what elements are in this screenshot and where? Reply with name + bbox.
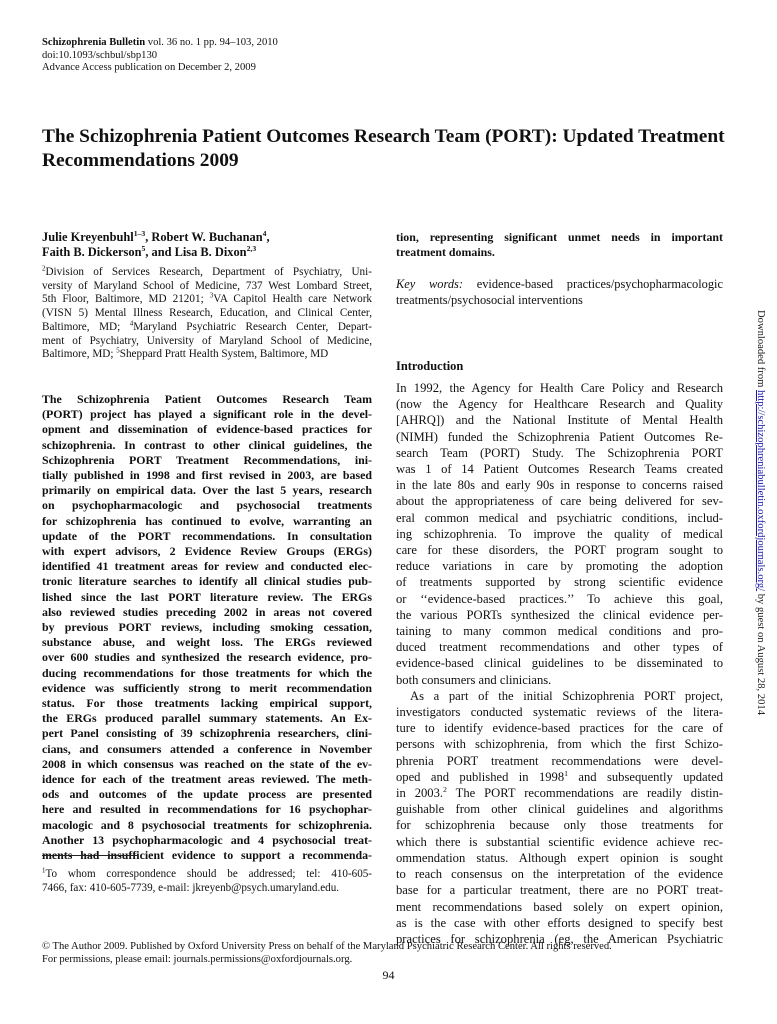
- footnote-line: $^1$To whom correspondence should be addressed; tel: 410-605-: [42, 867, 372, 880]
- text-line: evidence-based clinical guidelines to be disseminated to: [396, 656, 723, 671]
- paragraph: [396, 688, 723, 769]
- text-line: which there is substantial scientific evidence achieve rec-: [396, 834, 723, 849]
- journal-citation: [42, 37, 278, 50]
- affil-line: Baltimore, MD; $^5$Sheppard Pratt Health System, Baltimore, MD: [42, 346, 329, 361]
- text-line: cians, and consumers attended a conference in November: [42, 741, 372, 756]
- copyright-notice: [42, 941, 612, 966]
- text-line: care for these disorders, the PORT program sought to: [396, 543, 723, 558]
- text-line: taining to many common medical conditions and pro-: [396, 624, 723, 639]
- abstract: [42, 392, 372, 863]
- text-line: reduce variations in care by promoting the adoption: [396, 559, 723, 574]
- title-line: The Schizophrenia Patient Outcomes Research Team (PORT): Updated Treatment: [42, 126, 725, 147]
- text-line: In 1992, the Agency for Health Care Policy and Research: [396, 381, 723, 395]
- author: Faith B. Dickerson: [42, 245, 142, 259]
- keywords-label: Key words:: [396, 277, 463, 291]
- text-line: the various PORTs synthesized the clinical evidence per-: [396, 607, 723, 622]
- footnote-divider: [42, 855, 137, 856]
- text-line: (now the Agency for Healthcare Research and Quality: [396, 397, 723, 412]
- text-line: schizophrenia. In contrast to other clinical guidelines, the: [42, 437, 372, 452]
- journal-link[interactable]: http://schizophreniabulletin.oxfordjournals.org/: [755, 390, 766, 592]
- author-list: [42, 230, 372, 260]
- author: , Robert W. Buchanan: [145, 230, 263, 244]
- text-line: opment and dissemination of evidence-based practices for: [42, 422, 372, 437]
- author: , and Lisa B. Dixon: [145, 245, 247, 259]
- doi: doi:10.1093/schbul/sbp130: [42, 49, 158, 61]
- text-line: for schizophrenia has continued to evolve, warranting an: [42, 513, 372, 528]
- author-sup: 2,3: [246, 243, 257, 253]
- text-line: duced treatment recommendations and other types of: [396, 640, 723, 655]
- text-line: with expert advisors, 2 Evidence Review Groups (ERGs): [42, 544, 372, 559]
- paragraph: [396, 801, 723, 947]
- copyright-line: © The Author 2009. Published by Oxford University Press on behalf of the Maryland Psychiatric Research Center. All rights reserved.: [42, 941, 612, 952]
- text-line: ducing recommendations for those treatments for which the: [42, 665, 372, 680]
- journal-name: Schizophrenia Bulletin: [42, 37, 146, 48]
- text-line: persons with schizophrenia, from which the first Schizo-: [396, 737, 723, 752]
- permissions-line: For permissions, please email: journals.permissions@oxfordjournals.org.: [42, 953, 353, 965]
- text-line: search Team (PORT) Study. The Schizophrenia PORT: [396, 445, 723, 460]
- paragraph: [396, 380, 723, 688]
- text-line: evidence was sufficiently strong to merit recommendation: [42, 680, 372, 695]
- author-sup: 4: [262, 228, 267, 238]
- text-line: ommendation status. Although expert opinion is sought: [396, 850, 723, 865]
- text-line: practices for schizophrenia (eg, the American Psychiatric: [396, 931, 723, 946]
- text-line: As a part of the initial Schizophrenia PORT project,: [410, 688, 723, 703]
- author-sep: ,: [266, 230, 270, 244]
- text-line: Another 13 psychopharmacologic and 4 psychosocial treat-: [42, 832, 372, 847]
- text-line: primarily on empirical data. Over the last 5 years, research: [42, 483, 372, 498]
- text-line: phrenia PORT treatment recommendations were devel-: [396, 753, 723, 768]
- text-line: The Schizophrenia Patient Outcomes Research Team: [42, 392, 372, 406]
- citation-ref: 2: [443, 784, 447, 794]
- text-line: idence for each of the treatment areas reviewed. The meth-: [42, 772, 372, 787]
- text-line: here and resulted in recommendations for 16 psychophar-: [42, 802, 372, 817]
- text-line: of treatments supported by strong scientific evidence: [396, 575, 723, 590]
- text-line: tion, representing significant unmet needs in important: [396, 230, 723, 244]
- text-line: on psychopharmacologic and psychosocial treatments: [42, 498, 372, 513]
- section-heading: Introduction: [396, 359, 464, 373]
- introduction-body: [396, 380, 723, 947]
- text-line: oped and published in 1998$^1$ and subsequently updated: [396, 768, 723, 784]
- text-line: investigators conducted systematic reviews of the litera-: [396, 705, 723, 720]
- text-line: [AHRQ]) and the National Institute of Mental Health: [396, 413, 723, 428]
- journal-header: [42, 37, 278, 75]
- text-line: about the appropriateness of care being delivered for sev-: [396, 494, 723, 509]
- text-line: for schizophrenia because only those treatments for: [396, 818, 723, 833]
- advance-access: Advance Access publication on December 2, 2009: [42, 62, 256, 74]
- text-line: ing schizophrenia. To improve the quality of medical: [396, 526, 723, 541]
- affil-line: ment of Psychiatry, University of Maryland School of Medicine,: [42, 334, 372, 347]
- footnote-line: 7466, fax: 410-605-7739, e-mail: jkreyenb@psych.umaryland.edu.: [42, 882, 340, 894]
- author-sup: 1–3: [133, 228, 146, 238]
- text-line: (NIMH) funded the Schizophrenia Patient Outcomes Re-: [396, 429, 723, 444]
- text-line: update of the PORT recommendations. In consultation: [42, 528, 372, 543]
- text-line: was 1 of 14 Patient Outcomes Research Teams created: [396, 462, 723, 477]
- affil-line: versity of Maryland School of Medicine, 737 West Lombard Street,: [42, 279, 372, 292]
- page-number: 94: [382, 968, 395, 982]
- correspondence-footnote: [42, 867, 372, 895]
- affiliations: [42, 266, 372, 362]
- download-notice: Downloaded from http://schizophreniabulletin.oxfordjournals.org/ by guest on August 28, 2014: [755, 310, 766, 715]
- text-line: as is the case with other efforts designed to specify best: [396, 915, 723, 930]
- text-line: identified 41 treatment areas for review and conducted elec-: [42, 559, 372, 574]
- affil-line: (VISN 5) Mental Illness Research, Education, and Clinical Center,: [42, 307, 372, 320]
- text-line: tially published in 1998 and first revised in 2003, are based: [42, 468, 372, 483]
- text-line: to reach consensus on the interpretation of the evidence: [396, 867, 723, 882]
- text-line: both consumers and clinicians.: [396, 672, 552, 687]
- text-line: pert Panel consisting of 39 schizophrenia researchers, clini-: [42, 726, 372, 741]
- article-title: [42, 125, 742, 173]
- text-line: macologic and 8 psychosocial treatments for schizophrenia.: [42, 817, 372, 832]
- text-line: ture to identify evidence-based practices for the care of: [396, 721, 723, 736]
- affil-line: 5th Floor, Baltimore, MD 21201; $^3$VA Capitol Health care Network: [42, 291, 373, 306]
- keywords: [396, 276, 723, 308]
- text-line: also reviewed studies preceding 2002 in areas not covered: [42, 604, 372, 619]
- text-line: ods and outcomes of the update process are presented: [42, 787, 372, 802]
- text-line: over 600 studies and synthesized the research evidence, pro-: [42, 650, 372, 665]
- text-line: tronic literature searches to identify all clinical studies pub-: [42, 574, 372, 589]
- text-line: base for a particular treatment, there are no PORT treat-: [396, 883, 723, 898]
- text-line: in 2003.$^2$ The PORT recommendations are readily distin-: [396, 784, 723, 801]
- text-line: by previous PORT reviews, including smoking cessation,: [42, 620, 372, 635]
- text-line: or ‘‘evidence-based practices.’’ To achieve this goal,: [396, 591, 723, 606]
- title-line: Recommendations 2009: [42, 150, 239, 171]
- author-sup: 5: [141, 243, 146, 253]
- text-line: substance abuse, and weight loss. The ERGs reviewed: [42, 635, 372, 650]
- citation-ref: 1: [564, 768, 569, 778]
- text-line: (PORT) project has played a significant role in the devel-: [42, 407, 372, 422]
- text-line: Schizophrenia PORT Treatment Recommendations, ini-: [42, 452, 372, 467]
- author: Julie Kreyenbuhl: [42, 230, 134, 244]
- text-line: lished since the last PORT literature review. The ERGs: [42, 589, 372, 604]
- abstract-continued: [396, 230, 723, 260]
- citation-details: vol. 36 no. 1 pp. 94–103, 2010: [145, 37, 278, 48]
- text-line: status. For those treatments lacking empirical support,: [42, 696, 372, 711]
- text-line: ments had insufficient evidence to support a recommenda-: [42, 848, 372, 863]
- text-line: guishable from other clinical guidelines and algorithms: [396, 802, 723, 817]
- text-line: ment recommendations based solely on expert opinion,: [396, 899, 723, 914]
- text-line: 2008 in which consensus was reached on the state of the ev-: [42, 756, 372, 771]
- keywords-line: treatments/psychosocial interventions: [396, 293, 583, 307]
- text-line: in the late 80s and early 90s in response to concerns raised: [396, 478, 723, 493]
- text-line: the ERGs produced parallel summary statements. An Ex-: [42, 711, 372, 726]
- keywords-line: Key words: evidence-based practices/psychopharmacologic: [396, 277, 723, 291]
- text-line: eral common medical and psychiatric conditions, includ-: [396, 510, 723, 525]
- download-sidebar: [750, 310, 770, 730]
- text-line: treatment domains.: [396, 245, 495, 260]
- affil-line: Baltimore, MD; $^4$Maryland Psychiatric Research Center, Depart-: [42, 319, 372, 333]
- affil-line: $^2$Division of Services Research, Department of Psychiatry, Uni-: [42, 264, 372, 278]
